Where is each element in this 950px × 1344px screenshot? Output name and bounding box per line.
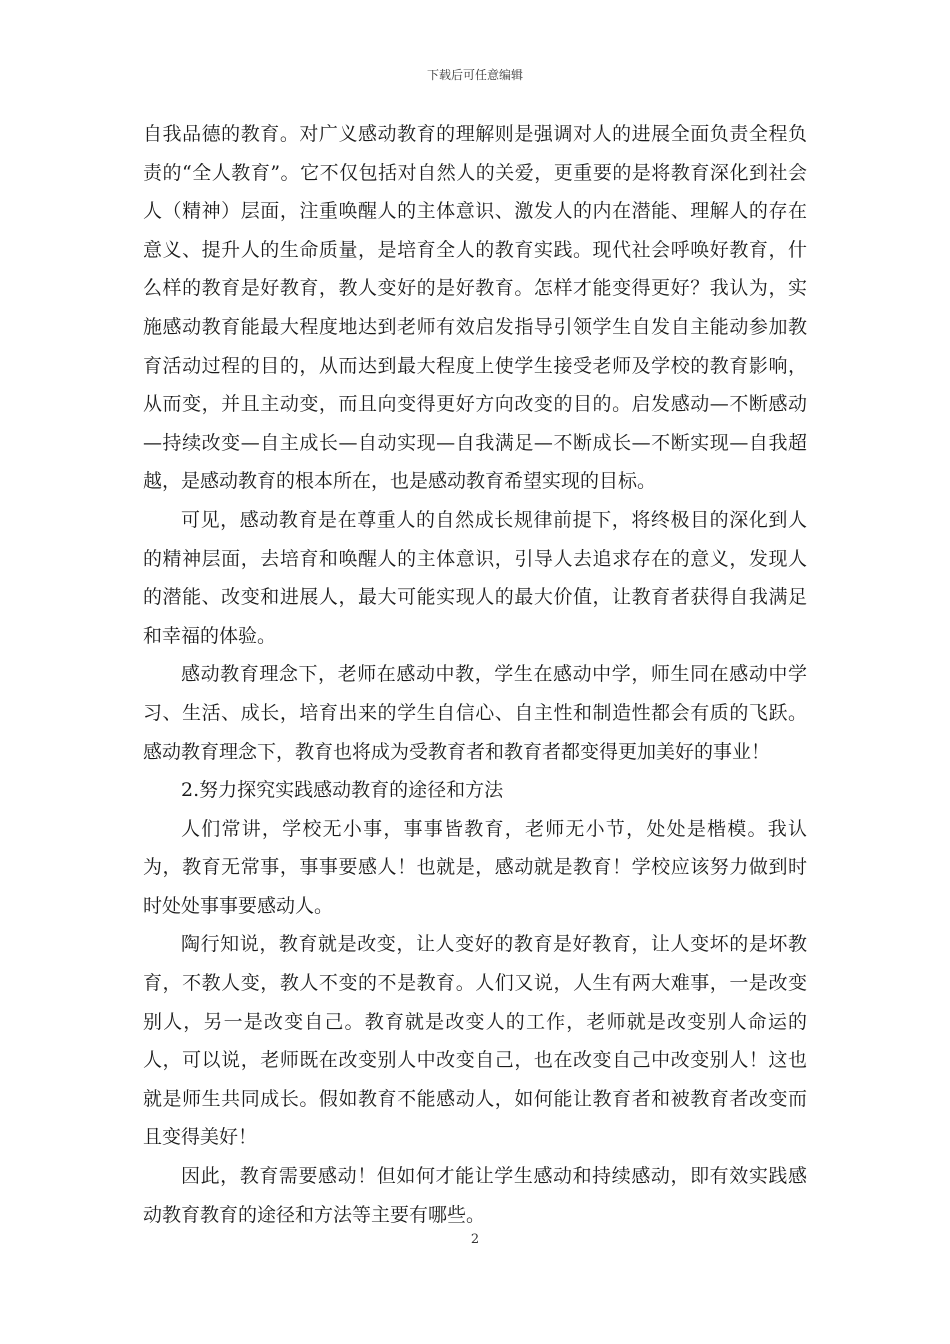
page-header: 下载后可任意编辑	[426, 68, 523, 82]
paragraph-4: 人们常讲，学校无小事，事事皆教育，老师无小节，处处是楷模。我认为，教育无常事，事事要感人！也就是，感动就是教育！学校应该努力做到时时处处事事要感动人。	[143, 817, 807, 917]
section-heading: 2.努力探究实践感动教育的途径和方法	[181, 779, 504, 802]
page-number: 2	[470, 1232, 480, 1247]
document-body	[143, 115, 807, 1234]
paragraph-6: 因此，教育需要感动！但如何才能让学生感动和持续感动，即有效实践感动教育教育的途径和方法等主要有哪些。	[143, 1165, 807, 1226]
paragraph-2: 可见，感动教育是在尊重人的自然成长规律前提下，将终极目的深化到人的精神层面，去培育和唤醒人的主体意识，引导人去追求存在的意义，发现人的潜能、改变和进展人，最大可能实现人的最大价值，让教育者获得自我满足和幸福的体验。	[143, 508, 807, 647]
paragraph-3: 感动教育理念下，老师在感动中教，学生在感动中学，师生同在感动中学习、生活、成长，培育出来的学生自信心、自主性和制造性都会有质的飞跃。感动教育理念下，教育也将成为受教育者和教育者都变得更加美好的事业！	[143, 663, 807, 763]
paragraph-5: 陶行知说，教育就是改变，让人变好的教育是好教育，让人变坏的是坏教育，不教人变，教人不变的不是教育。人们又说，人生有两大难事，一是改变别人，另一是改变自己。教育就是改变人的工作，老师就是改变别人命运的人，可以说，老师既在改变别人中改变自己，也在改变自己中改变别人！这也就是师生共同成长。假如教育不能感动人，如何能让教育者和被教育者改变而且变得美好！	[143, 933, 807, 1149]
paragraph-1: 自我品德的教育。对广义感动教育的理解则是强调对人的进展全面负责全程负责的“全人教育”。它不仅包括对自然人的关爱，更重要的是将教育深化到社会人（精神）层面，注重唤醒人的主体意识、激发人的内在潜能、理解人的存在意义、提升人的生命质量，是培育全人的教育实践。现代社会呼唤好教育，什么样的教育是好教育，教人变好的是好教育。怎样才能变得更好？我认为，实施感动教育能最大程度地达到老师有效启发指导引领学生自发自主能动参加教育活动过程的目的，从而达到最大程度上使学生接受老师及学校的教育影响，从而变，并且主动变，而且向变得更好方向改变的目的。启发感动—不断感动—持续改变—自主成长—自动实现—自我满足—不断成长—不断实现—自我超越，是感动教育的根本所在，也是感动教育希望实现的目标。	[143, 123, 807, 493]
